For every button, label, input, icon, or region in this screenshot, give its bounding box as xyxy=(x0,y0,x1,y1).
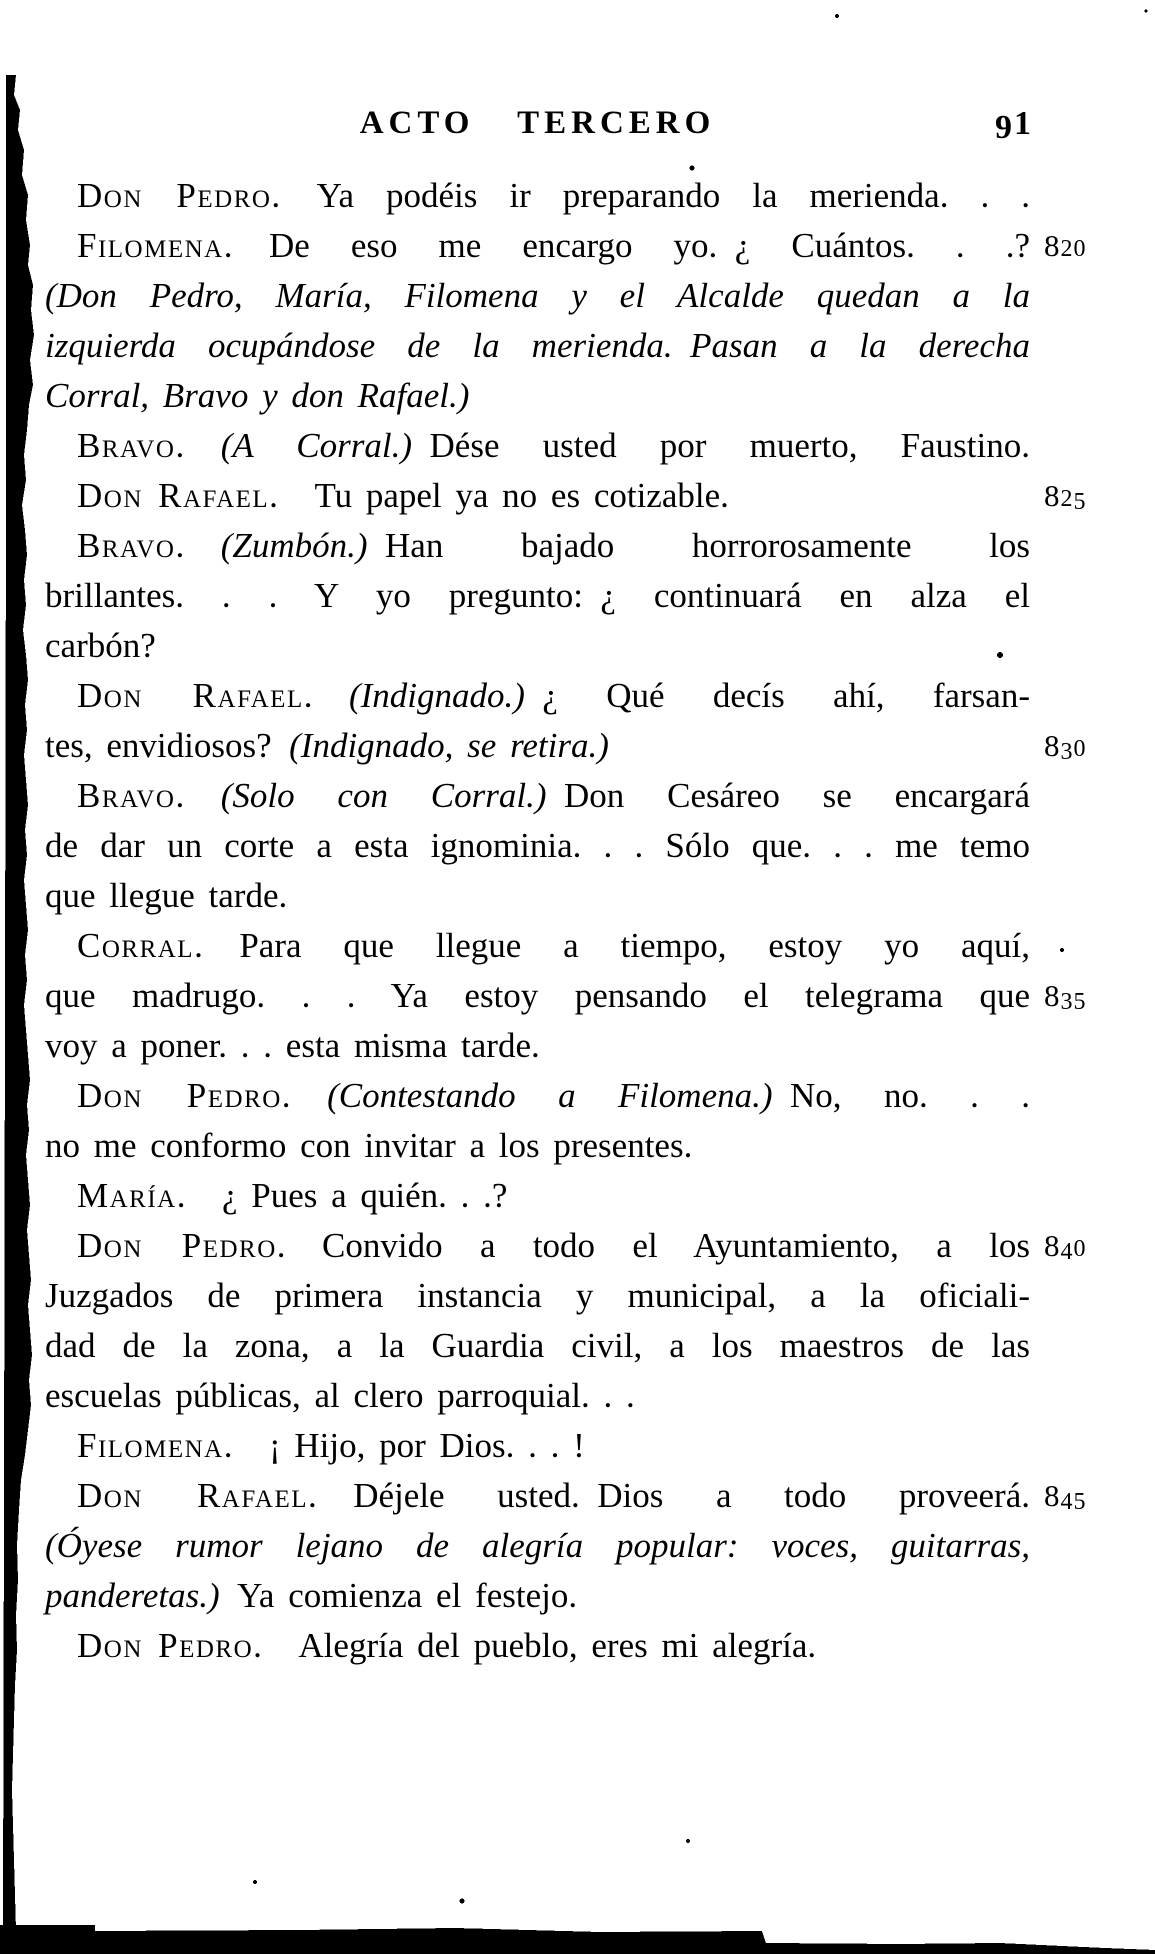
line-number-digit: 5 xyxy=(1073,489,1087,515)
scan-gutter-shadow xyxy=(3,75,34,1930)
dialogue-text: dad de la zona, a la Guardia civil, a los maestros de las xyxy=(45,1326,1030,1365)
verse-line-number xyxy=(1044,221,1114,271)
text-line xyxy=(45,821,1030,871)
line-number-digit: 8 xyxy=(1044,228,1061,263)
dialogue-text: que madrugo. . . Ya estoy pensando el telegrama que xyxy=(45,976,1030,1015)
line-number-digit: 8 xyxy=(1044,478,1061,513)
stage-direction: (Don Pedro, María, Filomena y el Alcalde quedan a la xyxy=(45,276,1030,315)
line-number-digit: 8 xyxy=(1044,1228,1061,1263)
stage-direction: (Indignado.) xyxy=(348,676,525,715)
text-block xyxy=(45,171,1087,1671)
dialogue-text: Convido a todo el Ayuntamiento, a los xyxy=(287,1226,1030,1265)
line-number-digit: 9 xyxy=(995,109,1014,146)
ink-speck xyxy=(460,1899,465,1904)
text-line xyxy=(45,171,1030,221)
text-line xyxy=(45,671,1030,721)
line-number-digit: 8 xyxy=(1044,978,1061,1013)
dialogue-text: Alegría del pueblo, eres mi alegría. xyxy=(263,1626,817,1665)
stage-direction: (Contestando a Filomena.) xyxy=(327,1076,773,1115)
stage-direction: panderetas.) xyxy=(45,1576,220,1615)
text-line xyxy=(45,1221,1087,1271)
text-line xyxy=(45,571,1030,621)
text-line xyxy=(45,221,1087,271)
speaker-name: Don Pedro. xyxy=(77,1626,264,1665)
page-number xyxy=(995,100,1033,147)
dialogue-text: ¡ Hijo, por Dios. . . ! xyxy=(233,1426,585,1465)
text-line xyxy=(45,421,1030,471)
line-number-digit: 3 xyxy=(1060,739,1074,765)
speaker-name: Don Pedro. xyxy=(77,1226,288,1265)
text-line xyxy=(45,871,1030,921)
text-line xyxy=(45,1121,1030,1171)
stage-direction: (Solo con Corral.) xyxy=(220,776,547,815)
ink-speck xyxy=(835,14,839,18)
ink-speck xyxy=(1145,10,1148,13)
dialogue-text xyxy=(186,776,221,815)
speaker-name: Don Rafael. xyxy=(77,476,280,515)
speaker-name: María. xyxy=(77,1176,187,1215)
ink-speck xyxy=(690,166,695,171)
running-header xyxy=(45,100,1030,146)
speaker-name: Bravo. xyxy=(77,426,186,465)
line-number-digit: 3 xyxy=(1060,989,1074,1015)
text-line xyxy=(45,1471,1087,1521)
stage-direction: (A Corral.) xyxy=(220,426,413,465)
dialogue-text: Ya comienza el festejo. xyxy=(219,1576,578,1615)
text-line xyxy=(45,1571,1030,1621)
line-number-digit: 5 xyxy=(1073,1489,1087,1515)
dialogue-text: Déjele usted. Dios a todo proveerá. xyxy=(318,1476,1030,1515)
text-line xyxy=(45,771,1030,821)
verse-line-number xyxy=(1044,1221,1114,1271)
text-line xyxy=(45,721,1087,771)
stage-direction: izquierda ocupándose de la merienda. Pasan a la derecha xyxy=(45,326,1030,365)
dialogue-text: que llegue tarde. xyxy=(45,876,288,915)
speaker-name: Don Pedro. xyxy=(77,176,282,215)
text-line xyxy=(45,1621,1030,1671)
dialogue-text: Dése usted por muerto, Faustino. xyxy=(412,426,1030,465)
dialogue-text: Ya podéis ir preparando la merienda. . . xyxy=(281,176,1030,215)
text-line xyxy=(45,1171,1030,1221)
dialogue-text: ¿ Pues a quién. . .? xyxy=(186,1176,508,1215)
ink-speck xyxy=(686,1839,690,1843)
text-line xyxy=(45,1521,1030,1571)
dialogue-text xyxy=(314,676,349,715)
dialogue-text: Han bajado horrorosamente los xyxy=(367,526,1030,565)
verse-line-number xyxy=(1044,721,1114,771)
dialogue-text: Para que llegue a tiempo, estoy yo aquí, xyxy=(204,926,1030,965)
line-number-digit: 1 xyxy=(1014,105,1033,142)
line-number-digit: 4 xyxy=(1060,1489,1074,1515)
line-number-digit: 0 xyxy=(1073,236,1087,262)
speaker-name: Bravo. xyxy=(77,526,186,565)
line-number-digit: 8 xyxy=(1044,1478,1061,1513)
act-title: ACTO TERCERO xyxy=(359,105,716,141)
dialogue-text: no me conformo con invitar a los presentes. xyxy=(45,1126,693,1165)
stage-direction: (Zumbón.) xyxy=(220,526,368,565)
speaker-name: Don Rafael. xyxy=(77,1476,319,1515)
text-line xyxy=(45,321,1030,371)
dialogue-text: brillantes. . . Y yo pregunto: ¿ continuará en alza el xyxy=(45,576,1030,615)
line-number-digit: 8 xyxy=(1044,728,1061,763)
speaker-name: Filomena. xyxy=(77,1426,234,1465)
dialogue-text: tes, envidiosos? xyxy=(45,726,290,765)
speaker-name: Filomena. xyxy=(77,226,234,265)
speaker-name: Don Rafael. xyxy=(77,676,314,715)
dialogue-text xyxy=(186,526,221,565)
line-number-digit: 2 xyxy=(1060,236,1074,262)
dialogue-text: voy a poner. . . esta misma tarde. xyxy=(45,1026,540,1065)
dialogue-text: de dar un corte a esta ignominia. . . Sólo que. . . me temo xyxy=(45,826,1030,865)
text-line xyxy=(45,971,1087,1021)
line-number-digit: 5 xyxy=(1073,989,1087,1015)
text-line xyxy=(45,1321,1030,1371)
text-line xyxy=(45,621,1030,671)
text-line xyxy=(45,921,1030,971)
line-number-digit: 4 xyxy=(1060,1239,1074,1265)
verse-line-number xyxy=(1044,1471,1114,1521)
dialogue-text: escuelas públicas, al clero parroquial. . . xyxy=(45,1376,635,1415)
text-line xyxy=(45,521,1030,571)
ink-speck xyxy=(1060,948,1064,952)
dialogue-text xyxy=(186,426,221,465)
speaker-name: Don Pedro. xyxy=(77,1076,293,1115)
stage-direction: (Indignado, se retira.) xyxy=(289,726,609,765)
dialogue-text: De eso me encargo yo. ¿ Cuántos. . .? xyxy=(233,226,1030,265)
speaker-name: Corral. xyxy=(77,926,205,965)
speaker-name: Bravo. xyxy=(77,776,186,815)
text-line xyxy=(45,1421,1030,1471)
scan-bottom-bar xyxy=(0,1925,1155,1954)
stage-direction: (Óyese rumor lejano de alegría popular: voces, guitarras, xyxy=(45,1526,1030,1565)
text-line xyxy=(45,1071,1030,1121)
dialogue-text: ¿ Qué decís ahí, farsan- xyxy=(524,676,1030,715)
dialogue-text: No, no. . . xyxy=(772,1076,1030,1115)
verse-line-number xyxy=(1044,971,1114,1021)
text-line xyxy=(45,1371,1030,1421)
text-line xyxy=(45,1271,1030,1321)
dialogue-text: carbón? xyxy=(45,626,156,665)
line-number-digit: 0 xyxy=(1073,1236,1087,1262)
text-line xyxy=(45,271,1030,321)
text-line xyxy=(45,1021,1030,1071)
dialogue-text xyxy=(292,1076,327,1115)
line-number-digit: 0 xyxy=(1073,736,1087,762)
stage-direction: Corral, Bravo y don Rafael.) xyxy=(45,376,470,415)
text-line xyxy=(45,471,1087,521)
line-number-digit: 2 xyxy=(1060,486,1074,512)
dialogue-text: Don Cesáreo se encargará xyxy=(546,776,1030,815)
verse-line-number xyxy=(1044,471,1114,521)
text-line xyxy=(45,371,1030,421)
dialogue-text: Juzgados de primera instancia y municipal, a la oficiali- xyxy=(45,1276,1030,1315)
ink-speck xyxy=(253,1880,257,1884)
dialogue-text: Tu papel ya no es cotizable. xyxy=(279,476,729,515)
